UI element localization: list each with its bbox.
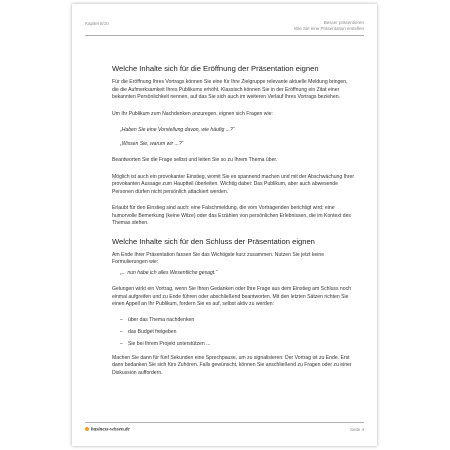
quote: „Wissen Sie, warum wir ...?“ xyxy=(120,140,184,147)
document-title-top: Besser präsentieren xyxy=(323,20,364,25)
paragraph: Beantworten Sie die Frage selbst und leiten Sie so zu Ihrem Thema über. xyxy=(112,157,278,163)
paragraph: Um Ihr Publikum zum Nachdenken anzuregen, eignen sich Fragen wie: xyxy=(112,110,273,117)
paragraph: Machen Sie dann für fünf Sekunden eine Sprechpause, um zu signalisieren: Der Vortrag ist zu Ende. Erst dann bedanken Sie sich fürs Zuhören. Falls gewünscht, können Sie anschließend zu Fragen oder zu einer Diskussion auffordern. xyxy=(112,354,352,376)
quote: „Haben Sie eine Vorstellung davon, wie häufig ...?“ xyxy=(120,127,235,133)
paragraph: Gelungen wirkt ein Vortrag, wenn Sie Ihren Gedanken oder Ihre Frage aus dem Einstieg am Schluss noch einmal aufgreifen und zu Ende führen oder abschließend beantworten. Mit den letzten Sätzen richten Sie einen Appell an Ihr Publikum, fordern Sie es auf, selbst aktiv zu werden: xyxy=(112,286,351,307)
document-title-bottom: Wie Sie eine Präsentation erstellen xyxy=(293,25,364,31)
paragraph: Am Ende Ihrer Präsentation fassen Sie das Wichtigste kurz zusammen. Nutzen Sie jetzt keine Formulierungen wie: xyxy=(112,251,325,265)
list-item: – Sie bei Ihrem Projekt unterstützen ... xyxy=(120,340,211,347)
dash-bullet-icon: – xyxy=(120,340,123,347)
appeal-list xyxy=(120,318,355,347)
dash-bullet-icon: – xyxy=(120,328,123,335)
chapter-label: Kapitel 8/10 xyxy=(85,21,109,26)
page-content xyxy=(112,64,355,386)
paragraph: Möglich ist auch ein provokanter Einstieg, womit Sie es spannend machen und mit der Abschwächung Ihrer provokanten Aussage zum Hauptteil überleiten. Wichtig dabei: Das Publikum, aber auch abwesende Personen dürfen nicht persönlich attackiert werden. xyxy=(112,173,355,195)
document-title xyxy=(294,20,364,31)
paragraph: Für die Eröffnung Ihres Vortrags können Sie eine für Ihre Zielgruppe relevante aktuelle Meldung bringen, die die Aufmerksamkeit Ihres Publikums erhöht. Klassisch können Sie in der Eröffnung ein Zitat einer bekannten Persönlichkeit nennen, auf das Sie sich auch im weiteren Verlauf Ihres Vortrags beziehen. xyxy=(112,79,348,100)
page-number: Seite 4 xyxy=(349,427,364,432)
list-item: – das Budget freigeben xyxy=(120,328,177,335)
brand-logo: business-wissen.de xyxy=(85,427,130,433)
dash-bullet-icon: – xyxy=(120,316,123,323)
logo-dot-icon xyxy=(85,427,89,431)
paragraph: Erlaubt für den Einstieg sind auch: eine Falschmeldung, die vom Vortragenden berichtigt wird; eine humorvolle Bemerkung (keine Witze) oder das Erzählen von persönlichen Erlebnissen, die im Kontext des Themas stehen. xyxy=(112,205,351,226)
quote: „... nun habe ich alles Wesentliche gesagt.“ xyxy=(120,269,218,276)
section-heading-closing: Welche Inhalte sich für den Schluss der Präsentation eignen xyxy=(112,236,315,246)
page-header xyxy=(85,19,364,36)
section-heading-opening: Welche Inhalte sich für die Eröffnung der Präsentation eignen xyxy=(112,64,319,73)
list-item: – über das Thema nachdenken xyxy=(120,316,195,323)
document-page xyxy=(72,4,377,446)
page-footer xyxy=(85,422,364,437)
